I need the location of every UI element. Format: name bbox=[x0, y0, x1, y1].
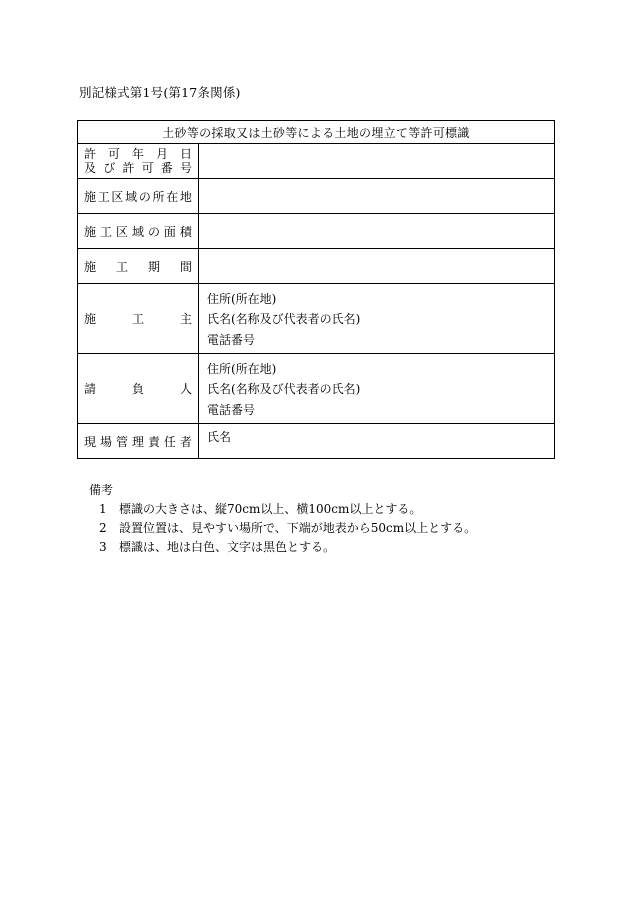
form-number-label: 別記様式第1号(第17条関係) bbox=[79, 85, 241, 100]
manager-name-line: 氏名 bbox=[207, 430, 232, 444]
value-site-area bbox=[199, 214, 555, 249]
contractor-phone-line: 電話番号 bbox=[207, 402, 256, 417]
note-item: 2 設置位置は、見やすい場所で、下端が地表から50cm以上とする。 bbox=[99, 521, 477, 535]
note-item: 1 標識の大きさは、縦70cm以上、横100cm以上とする。 bbox=[99, 502, 422, 516]
label-permit-number: 及 び 許 可 番 号 bbox=[84, 160, 192, 175]
contractor-address-line: 住所(所在地) bbox=[207, 361, 277, 376]
value-contractor bbox=[199, 354, 555, 424]
sign-title: 土砂等の採取又は土砂等による土地の埋立て等許可標識 bbox=[78, 121, 555, 144]
label-owner: 施 工 主 bbox=[78, 284, 199, 354]
label-contractor: 請 負 人 bbox=[78, 354, 199, 424]
value-site-manager bbox=[199, 424, 555, 459]
label-permit-date: 許 可 年 月 日 bbox=[84, 146, 192, 161]
label-site-location: 施 工 区 域 の 所 在 地 bbox=[78, 179, 199, 214]
value-site-location bbox=[199, 179, 555, 214]
notes-section bbox=[89, 481, 476, 557]
owner-name-line: 氏名(名称及び代表者の氏名) bbox=[207, 312, 361, 326]
permit-sign-table bbox=[77, 120, 555, 459]
notes-heading: 備考 bbox=[89, 483, 114, 497]
note-item: 3 標識は、地は白色、文字は黒色とする。 bbox=[99, 540, 336, 554]
owner-address-line: 住所(所在地) bbox=[207, 291, 277, 306]
label-site-manager: 現 場 管 理 責 任 者 bbox=[78, 424, 199, 459]
contractor-name-line: 氏名(名称及び代表者の氏名) bbox=[207, 382, 361, 396]
value-permit-date-number bbox=[199, 144, 555, 179]
label-permit-date-number bbox=[78, 144, 199, 179]
owner-phone-line: 電話番号 bbox=[207, 332, 256, 347]
value-owner bbox=[199, 284, 555, 354]
label-site-area: 施 工 区 域 の 面 積 bbox=[78, 214, 199, 249]
value-construction-period bbox=[199, 249, 555, 284]
label-construction-period: 施 工 期 間 bbox=[78, 249, 199, 284]
